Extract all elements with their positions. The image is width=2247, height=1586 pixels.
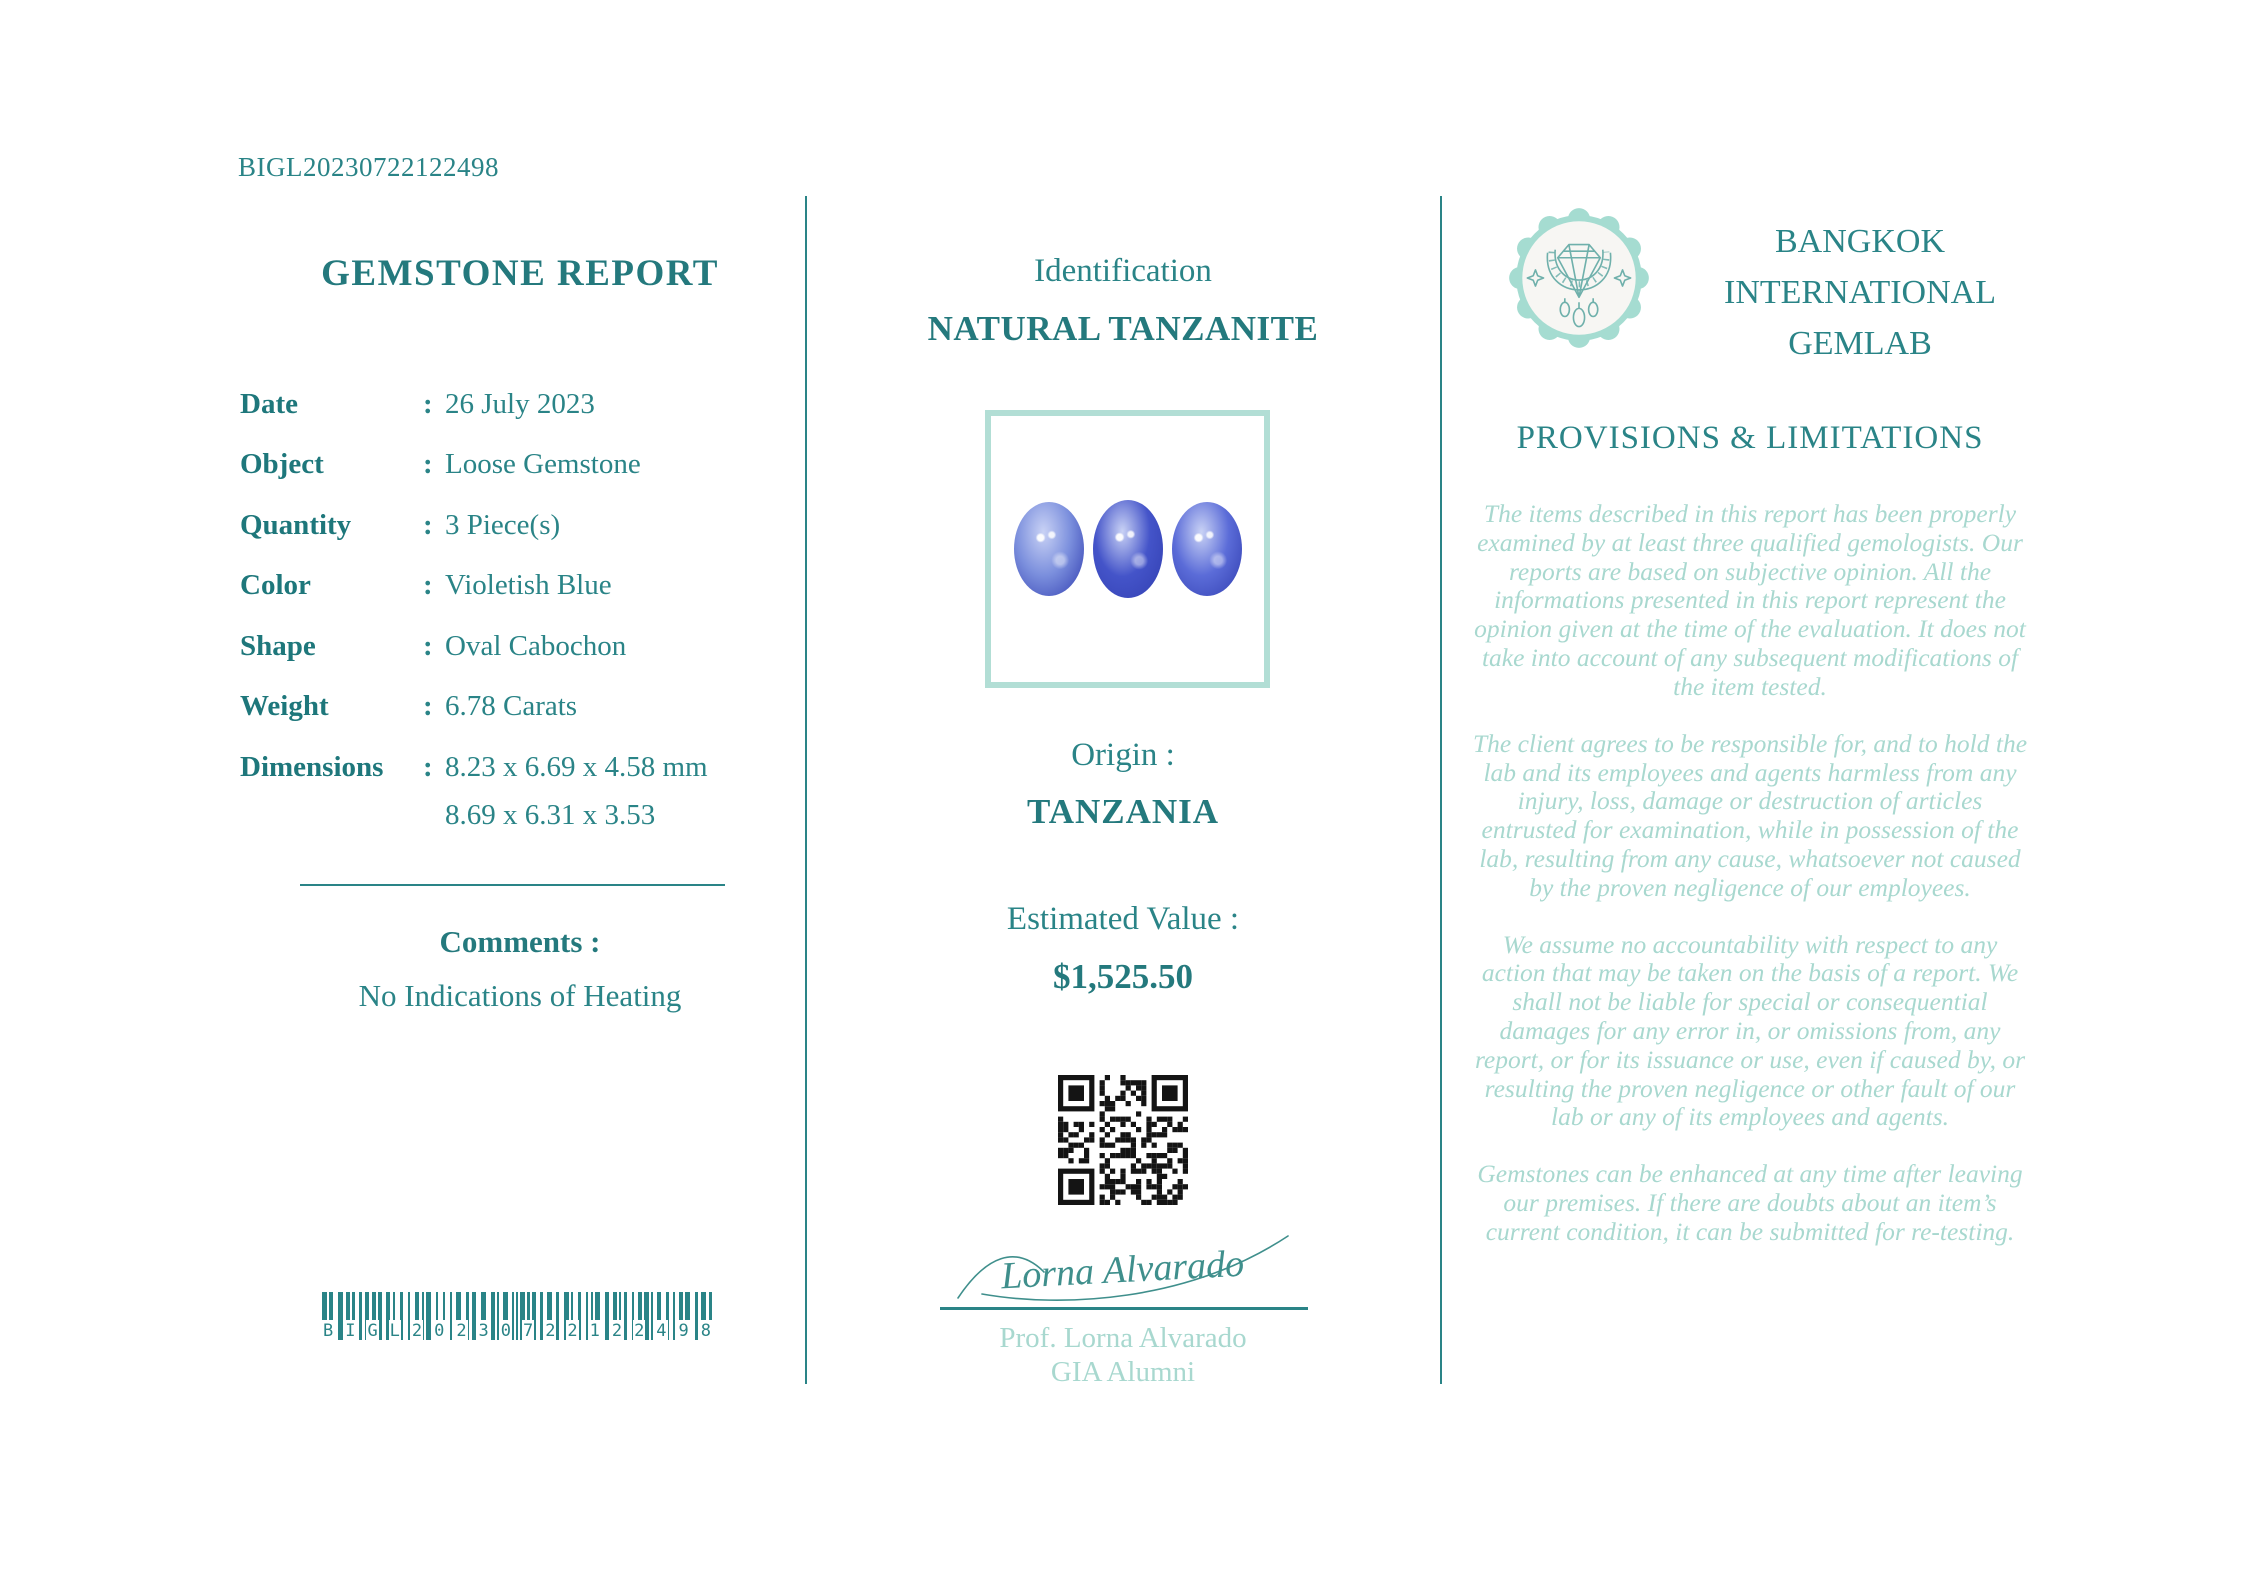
origin-value: TANZANIA xyxy=(1026,792,1220,831)
lab-logo-gem-crescent-badge-icon xyxy=(1498,197,1660,359)
field-colon xyxy=(423,751,445,784)
signature xyxy=(952,1222,1294,1310)
field-value: Loose Gemstone xyxy=(445,448,641,481)
field-row-quantity xyxy=(240,495,800,556)
provisions-paragraph-1: The items described in this report has been properly examined by at least three qualified gemologists. Our reports are based on subjective opinion. All the informations presented in this report represent the opinion given at the time of the evaluation. It does not take into account of any subsequent modifications of the item tested. xyxy=(1474,499,2026,701)
field-row-shape xyxy=(240,616,800,677)
field-label: Object xyxy=(240,448,324,481)
field-row-object xyxy=(240,435,800,496)
field-value: Violetish Blue xyxy=(445,569,612,602)
field-colon xyxy=(423,448,445,481)
field-value: 8.23 x 6.69 x 4.58 mm xyxy=(445,750,708,783)
field-row-weight xyxy=(240,677,800,738)
signatory-name: Prof. Lorna Alvarado xyxy=(999,1322,1247,1354)
provisions-title: PROVISIONS & LIMITATIONS xyxy=(1516,420,1984,456)
estimated-value-label: Estimated Value : xyxy=(1006,901,1240,937)
field-row-dimensions-2 xyxy=(240,792,800,840)
field-label: Weight xyxy=(240,690,329,723)
field-value: 6.78 Carats xyxy=(445,690,578,723)
report-number: BIGL20230722122498 xyxy=(238,152,499,182)
barcode xyxy=(322,1292,712,1350)
gemstone-photo xyxy=(985,410,1270,688)
column-divider-left xyxy=(805,196,807,1384)
origin-label: Origin : xyxy=(1071,737,1175,773)
provisions-paragraph-2: The client agrees to be responsible for, and to hold the lab and its employees and agents harmless from any injury, loss, damage or destruction of articles entrusted for examination, while in possession of the lab, resulting from any cause, whatsoever not caused by the proven negligence of our employees. xyxy=(1472,728,2028,902)
comments-label: Comments : xyxy=(439,924,601,959)
field-colon xyxy=(423,630,445,663)
qr-code-icon xyxy=(1058,1075,1188,1207)
estimated-value: $1,525.50 xyxy=(1053,957,1193,996)
column-divider-right xyxy=(1440,196,1442,1384)
identification-value: NATURAL TANZANITE xyxy=(927,309,1319,348)
field-label: Shape xyxy=(240,629,316,662)
field-label: Dimensions xyxy=(240,750,384,783)
field-colon xyxy=(423,388,445,421)
gemstone-cabochon-1 xyxy=(1014,502,1084,596)
gemstone-cabochon-3 xyxy=(1172,502,1242,596)
field-label: Quantity xyxy=(240,508,352,541)
barcode-text: B I G L 2 0 2 3 0 7 2 2 1 2 2 4 9 8 xyxy=(323,1321,711,1341)
signatory-title: GIA Alumni xyxy=(1050,1356,1196,1388)
gemstone-cabochon-2 xyxy=(1093,500,1163,598)
report-fields xyxy=(240,374,800,840)
field-colon xyxy=(423,690,445,723)
field-label: Color xyxy=(240,569,311,602)
field-label: Date xyxy=(240,387,298,420)
provisions-text xyxy=(1470,500,2030,1275)
field-value: Oval Cabochon xyxy=(445,629,627,662)
field-value: 26 July 2023 xyxy=(445,387,595,420)
provisions-paragraph-4: Gemstones can be enhanced at any time after leaving our premises. If there are doubts about an item’s current condition, it can be submitted for re-testing. xyxy=(1477,1159,2023,1246)
report-details-section xyxy=(240,252,800,1341)
report-title: GEMSTONE REPORT xyxy=(321,253,719,294)
field-row-date xyxy=(240,374,800,435)
signature-name: Lorna Alvarado xyxy=(1000,1242,1246,1298)
field-row-dimensions xyxy=(240,737,800,798)
field-value: 8.69 x 6.31 x 3.53 xyxy=(445,799,656,831)
signature-divider xyxy=(940,1307,1308,1310)
field-row-color xyxy=(240,556,800,617)
comments-value: No Indications of Heating xyxy=(358,978,682,1013)
comments-divider xyxy=(300,884,725,886)
field-value: 3 Piece(s) xyxy=(445,508,561,541)
identification-label: Identification xyxy=(1034,253,1212,289)
field-colon xyxy=(423,509,445,542)
field-colon xyxy=(423,569,445,602)
lab-name: BANGKOK INTERNATIONAL GEMLAB xyxy=(1724,223,1996,362)
provisions-paragraph-3: We assume no accountability with respect to any action that may be taken on the basis of a report. We shall not be liable for special or consequential damages for any error in, or omissions from, any report, or for its issuance or use, even if caused by, or resulting the proven negligence or other fault of our lab or any of its employees and agents. xyxy=(1474,929,2026,1132)
